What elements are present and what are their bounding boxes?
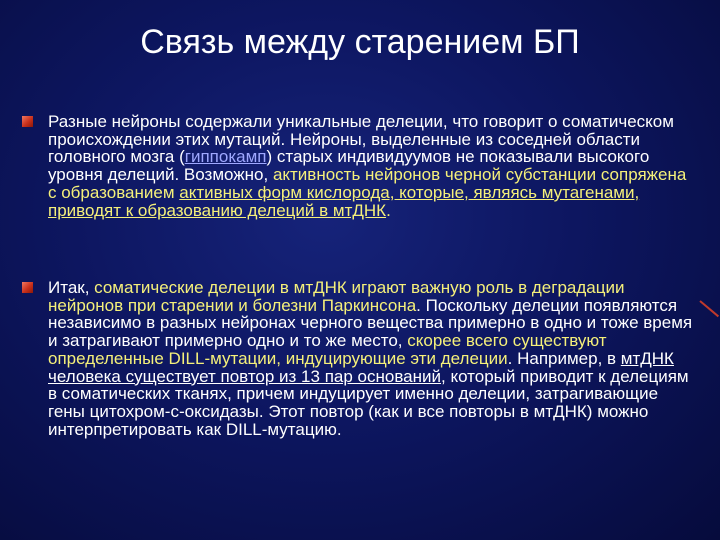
text-segment: Итак, bbox=[48, 278, 95, 297]
bullet-square-icon bbox=[22, 282, 33, 293]
text-segment: Разные нейроны содержали уникальные делеции, что говорит о соматическом происхождении этих мутаций. Нейроны, выделенные из соседней области головного мозга ( bbox=[48, 112, 674, 167]
highlight-text: активность нейронов черной субстанции сопряжена с образованием bbox=[48, 165, 687, 202]
decorative-line bbox=[699, 300, 719, 317]
highlight-text: скорее всего существуют определенные DILL-мутации, индуцирующие эти делеции bbox=[48, 331, 607, 368]
highlight-underlined-text: активных форм кислорода, которые, являясь мутагенами, приводят к образованию делеций в мтДНК bbox=[48, 182, 640, 220]
text-segment: , который приводит к делециям в соматических тканях, причем индуцирует именно делеции, затрагивающие гены цитохром-с-оксидазы. Этот повтор (как и все повторы в мтДНК) можно интерпретировать как DILL-мутацию. bbox=[48, 366, 689, 439]
slide-title: Связь между старением БП bbox=[140, 23, 580, 61]
text-segment: . bbox=[386, 200, 391, 220]
underlined-text: мтДНК человека существует повтор из 13 пар оснований bbox=[48, 348, 674, 386]
text-segment: . Например, в bbox=[507, 348, 621, 368]
hippocampus-link[interactable]: гиппокамп bbox=[184, 147, 267, 167]
bullet-paragraph-2 bbox=[48, 279, 694, 438]
text-segment: . Поскольку делеции появляются независимо в разных нейронах черного вещества примерно в одно и тоже время и затрагивают примерно одно и то же место, bbox=[48, 295, 693, 351]
highlight-text: соматические делеции в мтДНК играют важную роль в деградации нейронов при старении и болезни Паркинсона bbox=[48, 278, 625, 315]
bullet-paragraph-1 bbox=[48, 113, 694, 219]
text-segment: ) старых индивидуумов не показывали высокого уровня делеций. Возможно, bbox=[48, 147, 650, 185]
bullet-square-icon bbox=[22, 116, 33, 127]
